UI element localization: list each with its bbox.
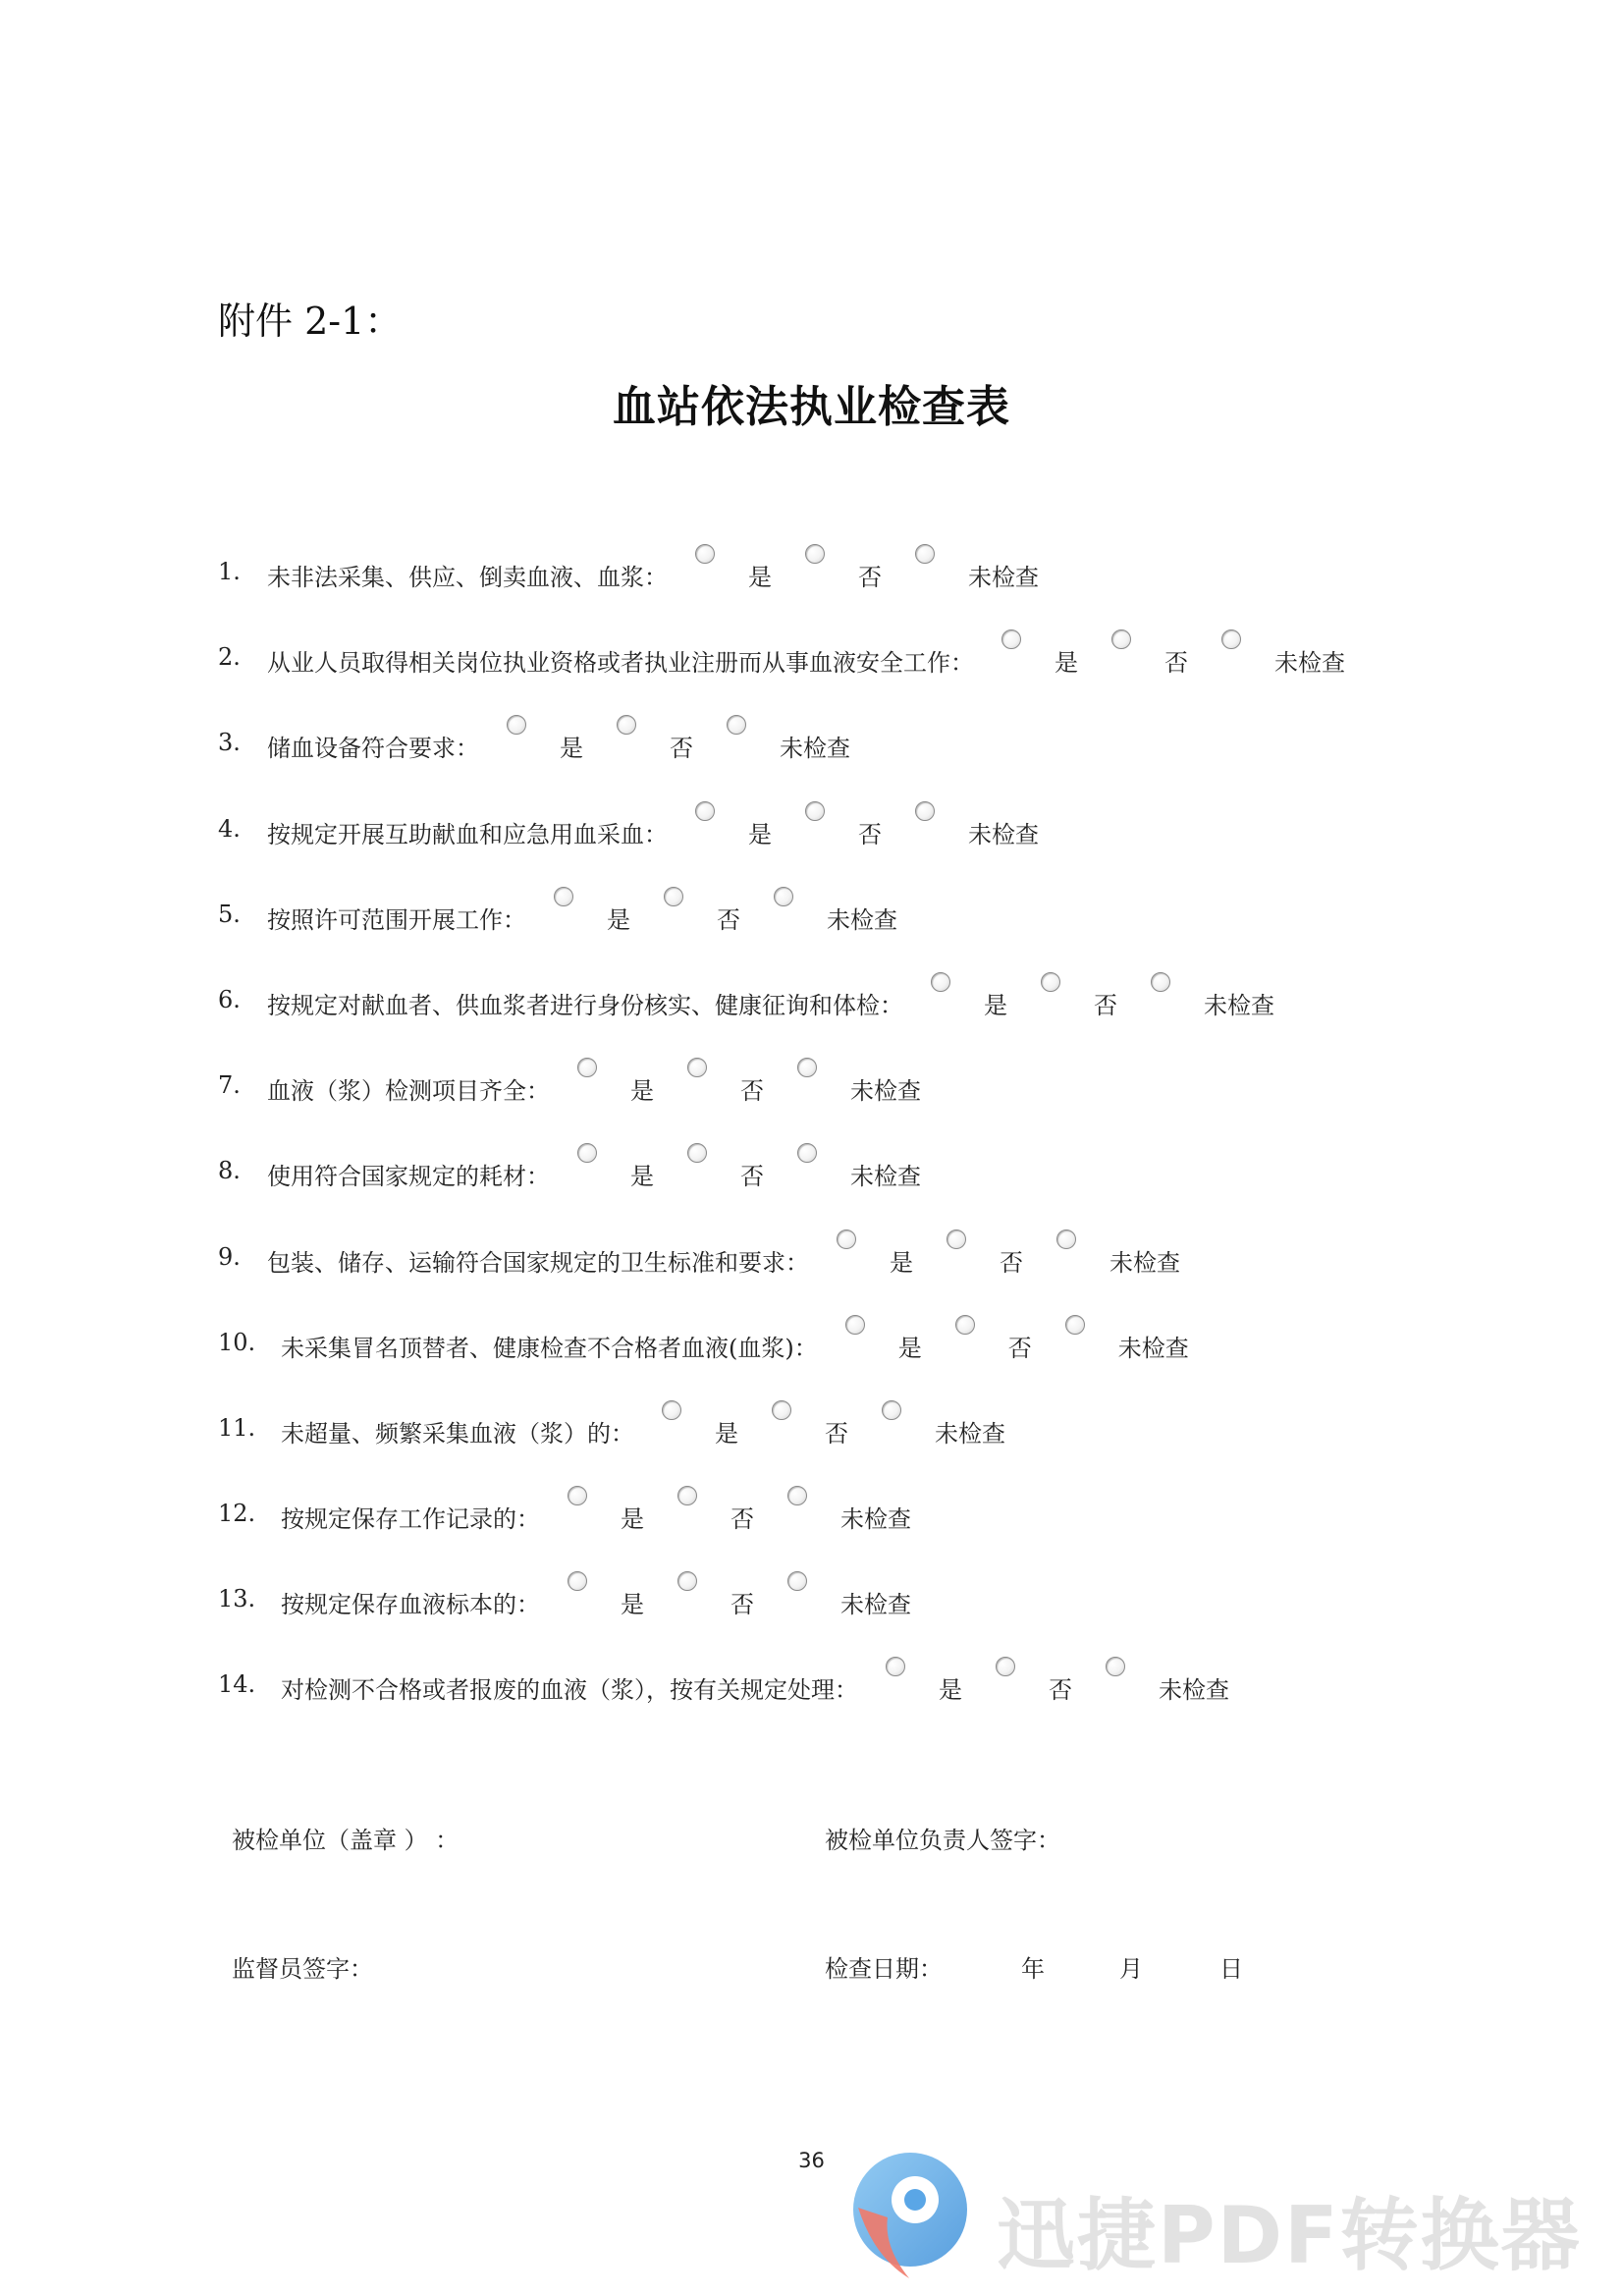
year-label: 年	[1021, 1955, 1045, 1983]
radio-button[interactable]	[1151, 972, 1170, 992]
page-number: 36	[798, 2149, 825, 2172]
option-label: 未检查	[1117, 1334, 1189, 1362]
checklist-item	[218, 815, 1494, 901]
option-label: 是	[939, 1676, 962, 1705]
item-number: 7.	[218, 1071, 241, 1100]
item-text: 按照许可范围开展工作：	[267, 905, 526, 934]
checklist-item	[218, 729, 1494, 814]
option	[554, 901, 630, 935]
option-group	[695, 558, 1072, 592]
radio-button[interactable]	[1111, 629, 1131, 649]
radio-button[interactable]	[664, 887, 683, 906]
item-text: 对检测不合格或者报废的血液（浆），按有关规定处理：	[281, 1676, 858, 1705]
option	[577, 1157, 654, 1191]
option	[772, 1414, 848, 1449]
radio-button[interactable]	[1056, 1230, 1076, 1249]
item-number: 5.	[218, 900, 241, 928]
radio-button[interactable]	[695, 801, 715, 821]
option-group	[568, 1500, 945, 1534]
option	[677, 1585, 754, 1619]
option-label: 是	[890, 1248, 913, 1277]
option-label: 否	[740, 1163, 764, 1191]
option-label: 是	[621, 1591, 644, 1619]
option	[805, 815, 882, 849]
option	[1111, 643, 1188, 678]
radio-button[interactable]	[687, 1058, 707, 1077]
radio-button[interactable]	[787, 1486, 807, 1505]
checklist-item	[218, 1585, 1494, 1670]
option	[695, 815, 772, 849]
month-label: 月	[1119, 1955, 1143, 1983]
radio-button[interactable]	[845, 1315, 865, 1335]
option-group	[577, 1071, 954, 1106]
checklist-item	[218, 901, 1494, 986]
item-text: 按规定保存工作记录的：	[281, 1505, 540, 1534]
option-label: 否	[670, 735, 693, 763]
item-text: 未超量、频繁采集血液（浆）的：	[281, 1419, 634, 1448]
option	[507, 729, 583, 763]
radio-button[interactable]	[774, 887, 793, 906]
option	[727, 729, 850, 763]
option-label: 未检查	[1274, 649, 1345, 678]
option	[568, 1500, 644, 1534]
option-group	[577, 1157, 954, 1191]
radio-button[interactable]	[1065, 1315, 1085, 1335]
option-label: 否	[1164, 649, 1188, 678]
checklist-item	[218, 1670, 1494, 1756]
option-label: 是	[984, 991, 1007, 1019]
radio-button[interactable]	[837, 1230, 856, 1249]
radio-button[interactable]	[727, 715, 746, 735]
option	[996, 1670, 1072, 1705]
radio-button[interactable]	[915, 801, 935, 821]
option	[955, 1329, 1032, 1363]
option	[568, 1585, 644, 1619]
day-label: 日	[1219, 1955, 1243, 1983]
option	[695, 558, 772, 592]
inspected-unit-label: 被检单位（盖章 ） ：	[232, 1827, 460, 1854]
option-label: 是	[630, 1163, 654, 1191]
watermark	[844, 2149, 1591, 2286]
radio-button[interactable]	[577, 1058, 597, 1077]
radio-button[interactable]	[568, 1486, 587, 1505]
option-label: 未检查	[840, 1505, 911, 1534]
checklist-item	[218, 643, 1494, 729]
option-label: 否	[1049, 1676, 1072, 1705]
option-label: 否	[730, 1591, 754, 1619]
option-label: 是	[748, 564, 772, 591]
radio-button[interactable]	[554, 887, 573, 906]
item-number: 3.	[218, 729, 241, 757]
radio-button[interactable]	[687, 1143, 707, 1163]
option	[837, 1243, 913, 1278]
item-number: 10.	[218, 1328, 256, 1356]
option	[1001, 643, 1078, 678]
option	[845, 1329, 922, 1363]
radio-button[interactable]	[1106, 1657, 1125, 1676]
option-group	[845, 1329, 1222, 1363]
option-label: 未检查	[968, 820, 1039, 848]
option	[947, 1243, 1023, 1278]
inspection-date-label: 检查日期：	[825, 1955, 943, 1983]
option-label: 否	[1007, 1334, 1032, 1362]
unit-leader-sign-label: 被检单位负责人签字：	[825, 1827, 1060, 1854]
item-text: 从业人员取得相关岗位执业资格或者执业注册而从事血液安全工作：	[267, 649, 974, 678]
radio-button[interactable]	[886, 1657, 905, 1676]
option	[1056, 1243, 1180, 1278]
option	[677, 1500, 754, 1534]
option-label: 未检查	[1204, 991, 1274, 1019]
radio-button[interactable]	[797, 1143, 817, 1163]
option	[797, 1071, 921, 1106]
item-text: 储血设备符合要求：	[267, 735, 479, 763]
option	[805, 558, 882, 592]
item-number: 13.	[218, 1585, 256, 1613]
option	[797, 1157, 921, 1191]
option-label: 是	[715, 1419, 738, 1448]
radio-button[interactable]	[568, 1571, 587, 1591]
checklist-item	[218, 1329, 1494, 1414]
option-group	[837, 1243, 1214, 1278]
item-text: 包装、储存、运输符合国家规定的卫生标准和要求：	[267, 1248, 809, 1277]
option-label: 否	[858, 564, 882, 591]
item-text: 按规定开展互助献血和应急用血采血：	[267, 820, 668, 848]
checklist-item	[218, 1500, 1494, 1585]
item-number: 2.	[218, 643, 241, 672]
item-number: 6.	[218, 985, 241, 1013]
checklist-item	[218, 1414, 1494, 1500]
option	[787, 1500, 911, 1534]
radio-button[interactable]	[1001, 629, 1021, 649]
item-number: 11.	[218, 1413, 256, 1442]
option-group	[886, 1670, 1263, 1705]
radio-button[interactable]	[931, 972, 950, 992]
option	[617, 729, 693, 763]
radio-button[interactable]	[1221, 629, 1241, 649]
checklist	[218, 558, 1494, 1757]
option-label: 未检查	[850, 1163, 921, 1191]
option-label: 否	[740, 1077, 764, 1106]
xunjie-logo-icon	[844, 2149, 977, 2281]
item-text: 按规定保存血液标本的：	[281, 1591, 540, 1619]
option-label: 是	[621, 1505, 644, 1534]
checklist-item	[218, 1157, 1494, 1242]
option	[577, 1071, 654, 1106]
watermark-text: 迅捷PDF转换器	[997, 2190, 1582, 2281]
checklist-item	[218, 558, 1494, 643]
option-label: 未检查	[935, 1419, 1005, 1448]
radio-button[interactable]	[577, 1143, 597, 1163]
option-group	[507, 729, 884, 763]
option-label: 是	[607, 905, 630, 934]
option	[1106, 1670, 1229, 1705]
option	[915, 815, 1039, 849]
option-label: 未检查	[1159, 1676, 1229, 1705]
radio-button[interactable]	[805, 801, 825, 821]
option-label: 否	[858, 820, 882, 848]
radio-button[interactable]	[617, 715, 636, 735]
option	[787, 1585, 911, 1619]
option	[915, 558, 1039, 592]
option-label: 否	[1000, 1248, 1023, 1277]
radio-button[interactable]	[695, 544, 715, 564]
option-group	[662, 1414, 1039, 1449]
option	[1221, 643, 1345, 678]
item-number: 1.	[218, 558, 241, 585]
item-text: 未采集冒名顶替者、健康检查不合格者血液(血浆)：	[281, 1334, 818, 1362]
option-label: 是	[748, 820, 772, 848]
option-label: 否	[730, 1505, 754, 1534]
option-label: 否	[1094, 991, 1117, 1019]
checklist-item	[218, 986, 1494, 1071]
option	[882, 1414, 1005, 1449]
item-number: 9.	[218, 1242, 241, 1271]
option-label: 否	[825, 1419, 848, 1448]
item-text: 使用符合国家规定的耗材：	[267, 1163, 550, 1191]
checklist-item	[218, 1071, 1494, 1157]
annex-label: 附件 2-1：	[218, 300, 403, 343]
option	[687, 1071, 764, 1106]
radio-button[interactable]	[947, 1230, 966, 1249]
option	[1065, 1329, 1189, 1363]
option-group	[1001, 643, 1379, 678]
option-group	[554, 901, 931, 935]
item-number: 14.	[218, 1670, 256, 1699]
option-label: 未检查	[968, 564, 1039, 591]
radio-button[interactable]	[996, 1657, 1015, 1676]
option-label: 是	[630, 1077, 654, 1106]
radio-button[interactable]	[772, 1400, 791, 1420]
option-label: 是	[897, 1334, 922, 1362]
option	[886, 1670, 962, 1705]
supervisor-sign-label: 监督员签字：	[232, 1955, 373, 1983]
option	[931, 986, 1007, 1020]
radio-button[interactable]	[787, 1571, 807, 1591]
option	[1041, 986, 1117, 1020]
option-label: 否	[717, 905, 740, 934]
option	[662, 1414, 738, 1449]
option-label: 未检查	[780, 735, 850, 763]
option	[687, 1157, 764, 1191]
option-label: 未检查	[850, 1077, 921, 1106]
radio-button[interactable]	[677, 1486, 697, 1505]
option-group	[568, 1585, 945, 1619]
item-text: 未非法采集、供应、倒卖血液、血浆：	[267, 564, 668, 591]
option	[774, 901, 897, 935]
option-label: 未检查	[840, 1591, 911, 1619]
item-number: 4.	[218, 814, 241, 843]
item-text: 血液（浆）检测项目齐全：	[267, 1077, 550, 1106]
option-group	[931, 986, 1308, 1020]
radio-button[interactable]	[677, 1571, 697, 1591]
item-number: 8.	[218, 1157, 241, 1185]
radio-button[interactable]	[507, 715, 526, 735]
item-text: 按规定对献血者、供血浆者进行身份核实、健康征询和体检：	[267, 991, 903, 1019]
radio-button[interactable]	[915, 544, 935, 564]
radio-button[interactable]	[882, 1400, 901, 1420]
option	[664, 901, 740, 935]
radio-button[interactable]	[662, 1400, 681, 1420]
radio-button[interactable]	[805, 544, 825, 564]
option-label: 未检查	[1109, 1248, 1180, 1277]
item-number: 12.	[218, 1500, 256, 1528]
option-label: 未检查	[827, 905, 897, 934]
option-label: 是	[560, 735, 583, 763]
radio-button[interactable]	[797, 1058, 817, 1077]
page-title: 血站依法执业检查表	[613, 382, 1010, 432]
option-label: 是	[1055, 649, 1078, 678]
option-group	[695, 815, 1072, 849]
option	[1151, 986, 1274, 1020]
radio-button[interactable]	[955, 1315, 975, 1335]
radio-button[interactable]	[1041, 972, 1060, 992]
